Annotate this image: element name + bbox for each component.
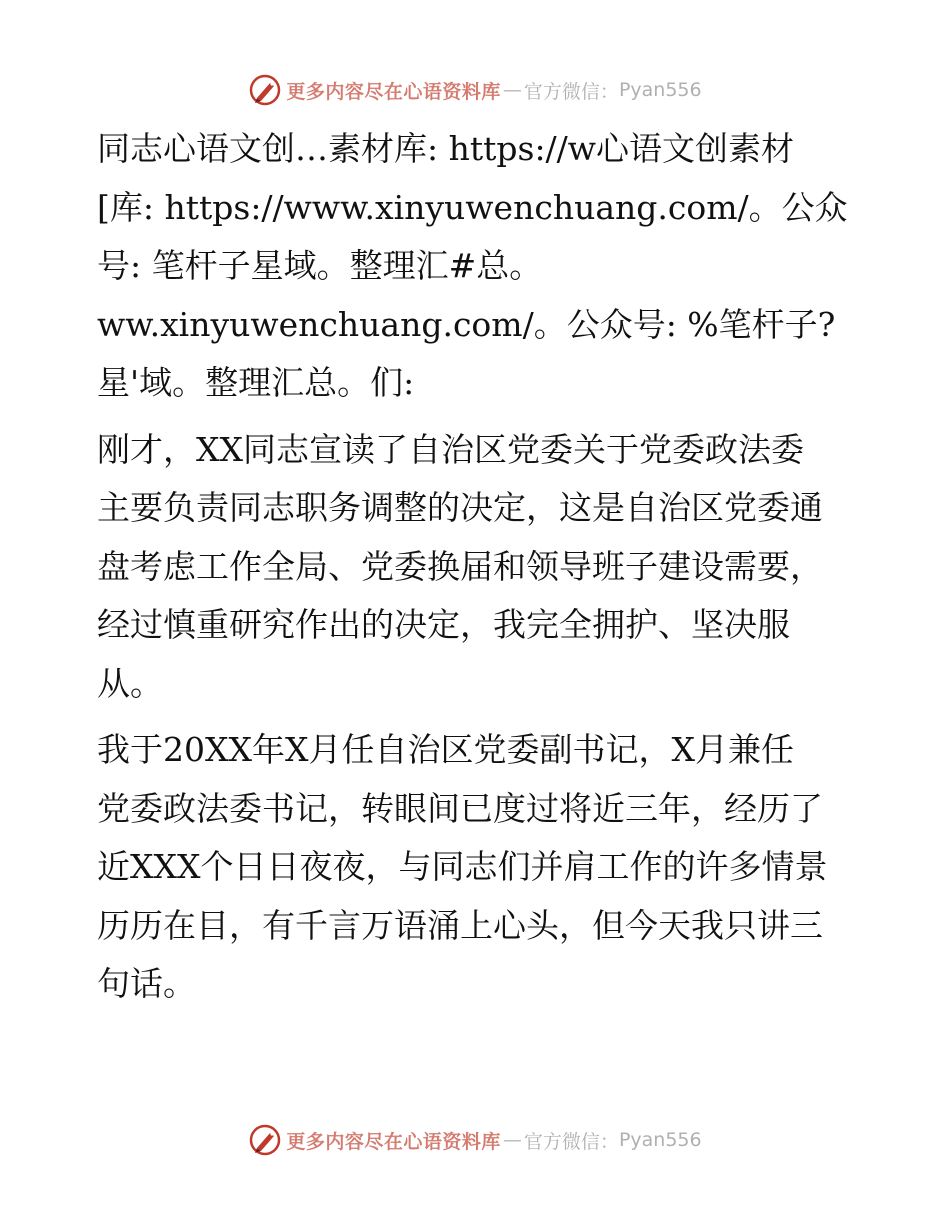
text-line: 历历在目，有千言万语涌上心头，但今天我只讲三 (97, 905, 823, 945)
brand-text: 更多内容尽在心语资料库 (286, 1130, 501, 1153)
wechat-id: Pyan556 (618, 1129, 702, 1151)
banner-dash: — (502, 1129, 522, 1151)
wechat-label: 官方微信： (523, 80, 619, 103)
text-line: 我于20XX年X月任自治区党委副书记，X月兼任 (97, 730, 794, 769)
brand-text: 更多内容尽在心语资料库 (286, 80, 501, 103)
text-line: 同志心语文创…素材库: https://w心语文创素材 (97, 129, 795, 168)
pen-logo-icon (248, 73, 282, 107)
text-line: 刚才，XX同志宣读了自治区党委关于党委政法委 (97, 429, 804, 469)
text-line: 星'域。整理汇总。们: (97, 363, 415, 402)
text-line: 主要负责同志职务调整的决定，这是自治区党委通 (97, 488, 823, 527)
text-line: ww.xinyuwenchuang.com/。公众号: %笔杆子? (97, 304, 836, 344)
paragraph-gap (97, 413, 857, 421)
paragraph-gap (97, 713, 857, 721)
document-body (97, 120, 857, 1014)
text-line: [库: https://www.xinyuwenchuang.com/。公众 (97, 187, 848, 227)
pen-logo-icon (248, 1123, 282, 1157)
text-line: 经过慎重研究作出的决定，我完全拥护、坚决服 (97, 605, 790, 644)
header-banner (0, 70, 950, 110)
text-line: 句话。 (97, 964, 196, 1003)
text-line: 盘考虑工作全局、党委换届和领导班子建设需要， (97, 546, 823, 586)
banner-dash: — (502, 79, 522, 101)
text-line: 近XXX个日日夜夜，与同志们并肩工作的许多情景 (97, 847, 828, 886)
footer-banner (0, 1120, 950, 1160)
wechat-id: Pyan556 (618, 79, 702, 101)
text-line: 党委政法委书记，转眼间已度过将近三年，经历了 (97, 788, 823, 828)
wechat-label: 官方微信： (523, 1130, 619, 1153)
text-line: 号: 笔杆子星域。整理汇#总。 (97, 246, 543, 285)
text-line: 从。 (97, 663, 163, 703)
